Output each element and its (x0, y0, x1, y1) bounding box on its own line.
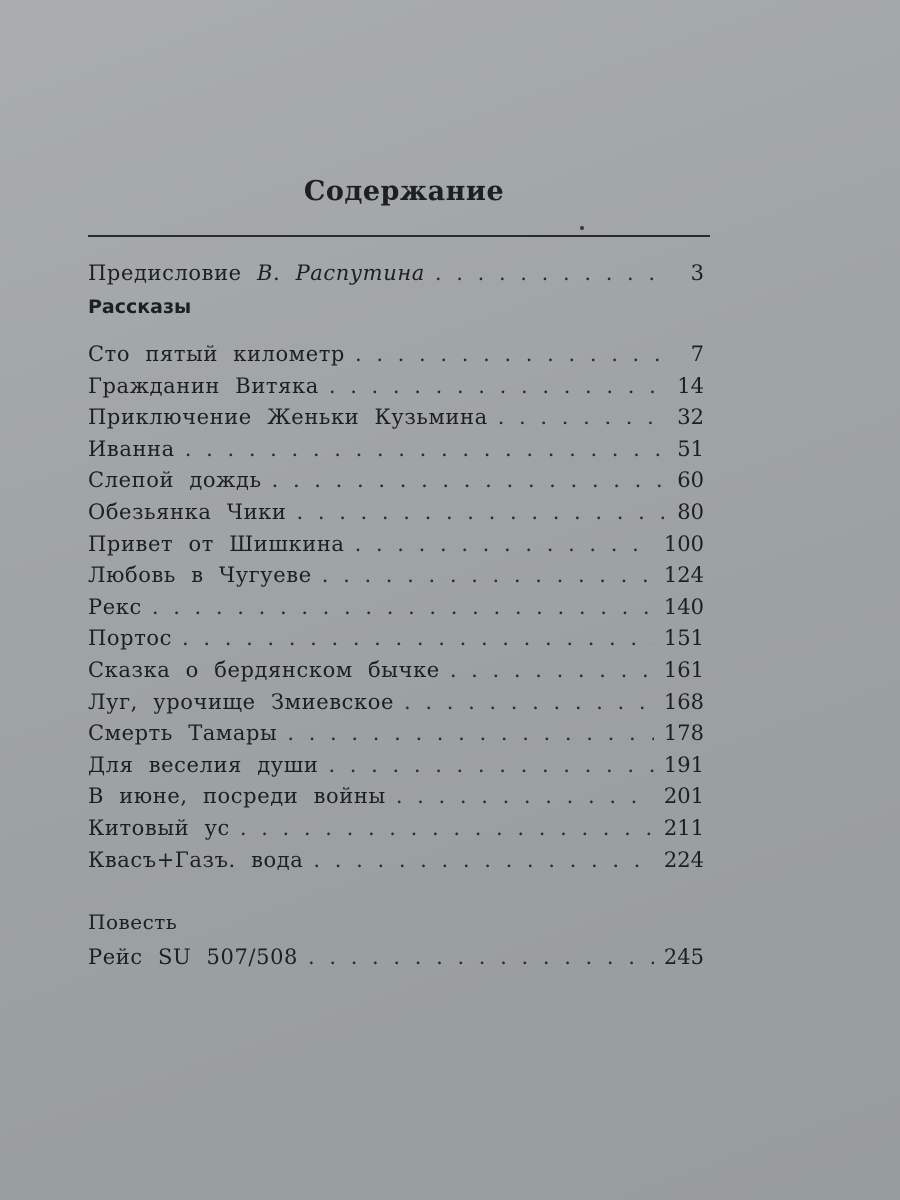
story-page: 168 (663, 689, 704, 714)
story-page: 32 (677, 405, 704, 430)
toc-entry (88, 370, 704, 402)
story-page: 80 (677, 500, 704, 524)
novella-heading: Повесть (88, 910, 178, 934)
dot-leader (404, 686, 654, 718)
story-title: Рекс (88, 594, 142, 619)
dot-leader (152, 591, 654, 623)
dot-leader (287, 717, 654, 749)
toc-entry (88, 654, 704, 686)
dot-leader (182, 622, 654, 654)
story-page: 60 (677, 468, 704, 493)
toc-entry (88, 559, 704, 591)
toc-entry (88, 844, 704, 876)
toc-entry (88, 622, 704, 654)
story-title: Смерть Тамары (88, 721, 278, 746)
story-page: 14 (677, 373, 704, 398)
story-page: 124 (663, 563, 704, 588)
toc-entry-preface (88, 257, 704, 289)
toc-entry (88, 591, 704, 623)
story-title: Сказка о бердянском бычке (88, 658, 440, 682)
toc-entry (88, 401, 704, 433)
story-page: 51 (677, 436, 704, 461)
story-page: 224 (663, 847, 704, 872)
story-page: 201 (663, 784, 704, 809)
toc-entry (88, 686, 704, 718)
dot-leader (450, 654, 654, 686)
story-title: Слепой дождь (88, 468, 262, 493)
dot-leader (396, 780, 654, 812)
story-page: 151 (663, 626, 704, 651)
heading-rule (88, 235, 710, 237)
story-page: 100 (663, 531, 704, 556)
dot-leader (329, 370, 664, 402)
toc-entry (88, 464, 704, 496)
story-title: Привет от Шишкина (88, 531, 345, 556)
story-title: Иванна (88, 436, 175, 461)
story-title: Гражданин Витяка (88, 373, 319, 398)
toc-entry (88, 780, 704, 812)
story-title: Квасъ+Газъ. вода (88, 847, 304, 872)
story-title: Сто пятый километр (88, 342, 345, 366)
novella-title: Рейс SU 507/508 (88, 945, 298, 969)
story-title: Луг, урочище Змиевское (88, 689, 395, 714)
toc-entry (88, 812, 704, 844)
story-page: 161 (663, 658, 704, 682)
story-title: Приключение Женьки Кузьмина (88, 405, 488, 430)
dot-leader (185, 433, 664, 465)
toc-entry (88, 717, 704, 749)
toc-entry (88, 433, 704, 465)
story-title: Для веселия души (88, 752, 319, 777)
toc-entry (88, 338, 704, 370)
novella-page: 245 (663, 945, 704, 969)
dot-leader (498, 401, 664, 433)
story-page: 211 (663, 816, 704, 840)
dot-leader (272, 464, 664, 496)
dot-leader (355, 338, 664, 370)
story-title: Китовый ус (88, 816, 230, 840)
story-page: 140 (663, 594, 704, 619)
toc-entry-novella (88, 941, 704, 973)
dot-leader (240, 812, 654, 844)
stories-heading: Рассказы (88, 296, 192, 318)
dot-leader (313, 844, 653, 876)
toc-entry (88, 496, 704, 528)
preface-author: В. Распутина (256, 261, 425, 285)
story-page: 178 (663, 721, 704, 746)
story-page: 7 (690, 342, 704, 366)
preface-label: Предисловие (88, 261, 242, 285)
story-title: Портос (88, 626, 173, 651)
preface-page: 3 (690, 261, 704, 285)
story-title: Обезьянка Чики (88, 500, 287, 524)
story-page: 191 (663, 752, 704, 777)
dot-leader (308, 941, 654, 973)
dot-leader (322, 559, 654, 591)
story-title: В июне, посреди войны (88, 784, 386, 809)
dot-leader (328, 749, 653, 781)
dot-leader (435, 257, 664, 289)
contents-heading: Содержание (303, 176, 505, 207)
dot-leader (355, 528, 654, 560)
story-title: Любовь в Чугуеве (88, 563, 312, 588)
toc-entry (88, 528, 704, 560)
dot-leader (297, 496, 665, 528)
paper-speck (580, 226, 584, 230)
toc-entry (88, 749, 704, 781)
